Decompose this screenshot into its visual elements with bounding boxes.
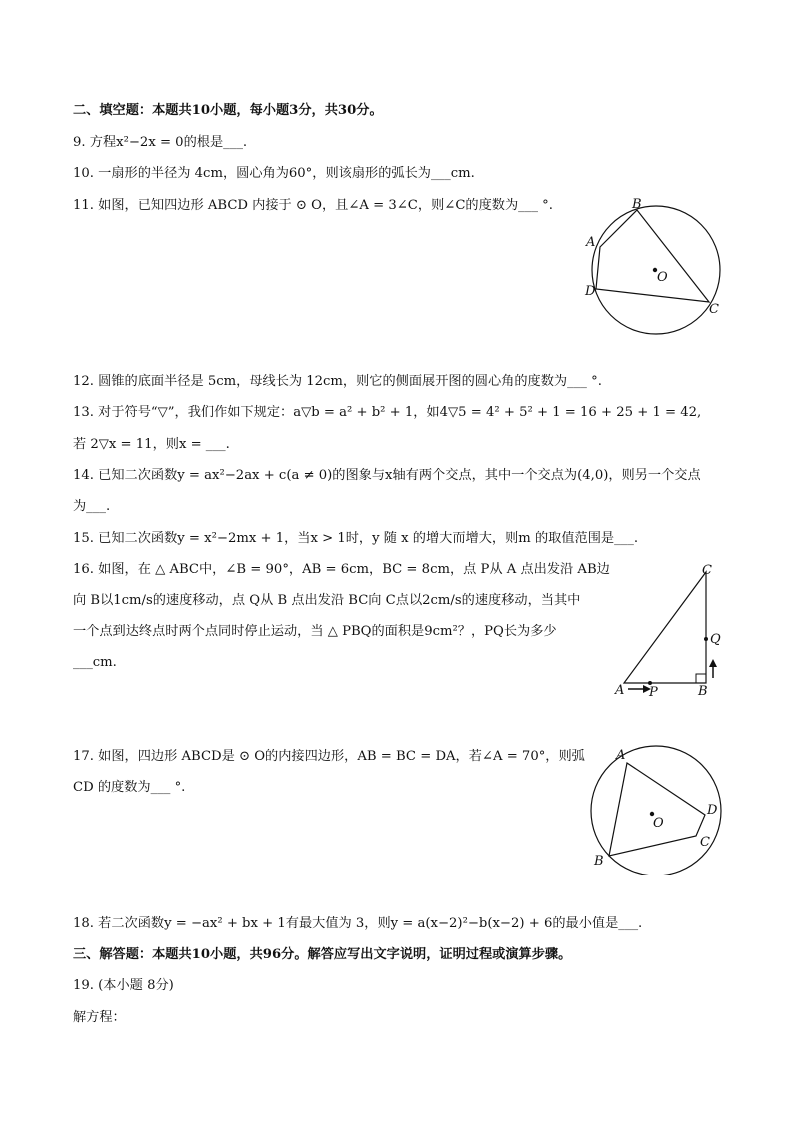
fig17-label-D: D	[707, 803, 718, 818]
fig17-label-B: B	[594, 854, 604, 869]
question-18: 18. 若二次函数y = −ax² + bx + 1有最大值为 3，则y = a(x−2)²−b(x−2) + 6的最小值是___.	[73, 916, 643, 931]
question-16-line-4: ___cm.	[73, 655, 117, 670]
question-16-line-3: 一个点到达终点时两个点同时停止运动，当 △ PBQ的面积是9cm²？，PQ长为多少	[73, 624, 557, 639]
question-17-line-1: 17. 如图，四边形 ABCD是 ⊙ O的内接四边形，AB = BC = DA，若∠A = 70°，则弧	[73, 749, 585, 764]
figure-17-circle-quadrilateral	[582, 743, 732, 875]
fig17-label-O: O	[653, 816, 664, 831]
question-14-line-2: 为___.	[73, 499, 111, 514]
fig16-label-B: B	[698, 684, 708, 699]
figure-11-circle-quadrilateral	[582, 195, 732, 340]
fig16-label-Q: Q	[710, 632, 721, 647]
fig16-label-P: P	[649, 685, 658, 700]
fill-in-section-header: 二、填空题：本题共10小题，每小题3分，共30分。	[73, 103, 383, 118]
fig11-label-B: B	[632, 197, 642, 212]
question-17-line-2: CD 的度数为___ °.	[73, 780, 186, 795]
question-19-title: 19. (本小题 8分)	[73, 978, 174, 993]
question-15: 15. 已知二次函数y = x²−2mx + 1，当x > 1时，y 随 x 的增大而增大，则m 的取值范围是___.	[73, 531, 639, 546]
question-16-line-2: 向 B以1cm/s的速度移动，点 Q从 B 点出发沿 BC向 C点以2cm/s的速度移动，当其中	[73, 593, 581, 608]
question-13-line-1: 13. 对于符号“▽”，我们作如下规定：a▽b = a² + b² + 1，如4▽5 = 4² + 5² + 1 = 16 + 25 + 1 = 42,	[73, 405, 702, 420]
fig11-label-O: O	[657, 270, 668, 285]
fig11-label-C: C	[709, 302, 719, 317]
fig16-label-A: A	[615, 683, 625, 698]
question-9: 9. 方程x²−2x = 0的根是___.	[73, 135, 248, 150]
fig16-label-C: C	[702, 563, 712, 578]
question-13-line-2: 若 2▽x = 11，则x = ___.	[73, 437, 230, 452]
question-10: 10. 一扇形的半径为 4cm，圆心角为60°，则该扇形的弧长为___cm.	[73, 166, 475, 181]
fig17-label-A: A	[616, 748, 626, 763]
fig17-label-C: C	[700, 835, 710, 850]
fig11-label-A: A	[586, 235, 596, 250]
question-19-text: 解方程：	[73, 1010, 126, 1025]
question-12: 12. 圆锥的底面半径是 5cm，母线长为 12cm，则它的侧面展开图的圆心角的度数为___ °.	[73, 374, 602, 389]
question-16-line-1: 16. 如图，在 △ ABC中，∠B = 90°，AB = 6cm，BC = 8cm，点 P从 A 点出发沿 AB边	[73, 562, 610, 577]
question-14-line-1: 14. 已知二次函数y = ax²−2ax + c(a ≠ 0)的图象与x轴有两个交点，其中一个交点为(4,0)，则另一个交点	[73, 468, 701, 483]
question-11: 11. 如图，已知四边形 ABCD 内接于 ⊙ O，且∠A = 3∠C，则∠C的度数为___ °.	[73, 198, 553, 213]
figure-16-right-triangle	[612, 560, 727, 705]
answer-section-header: 三、解答题：本题共10小题，共96分。解答应写出文字说明，证明过程或演算步骤。	[73, 947, 572, 962]
fig11-label-D: D	[585, 284, 596, 299]
